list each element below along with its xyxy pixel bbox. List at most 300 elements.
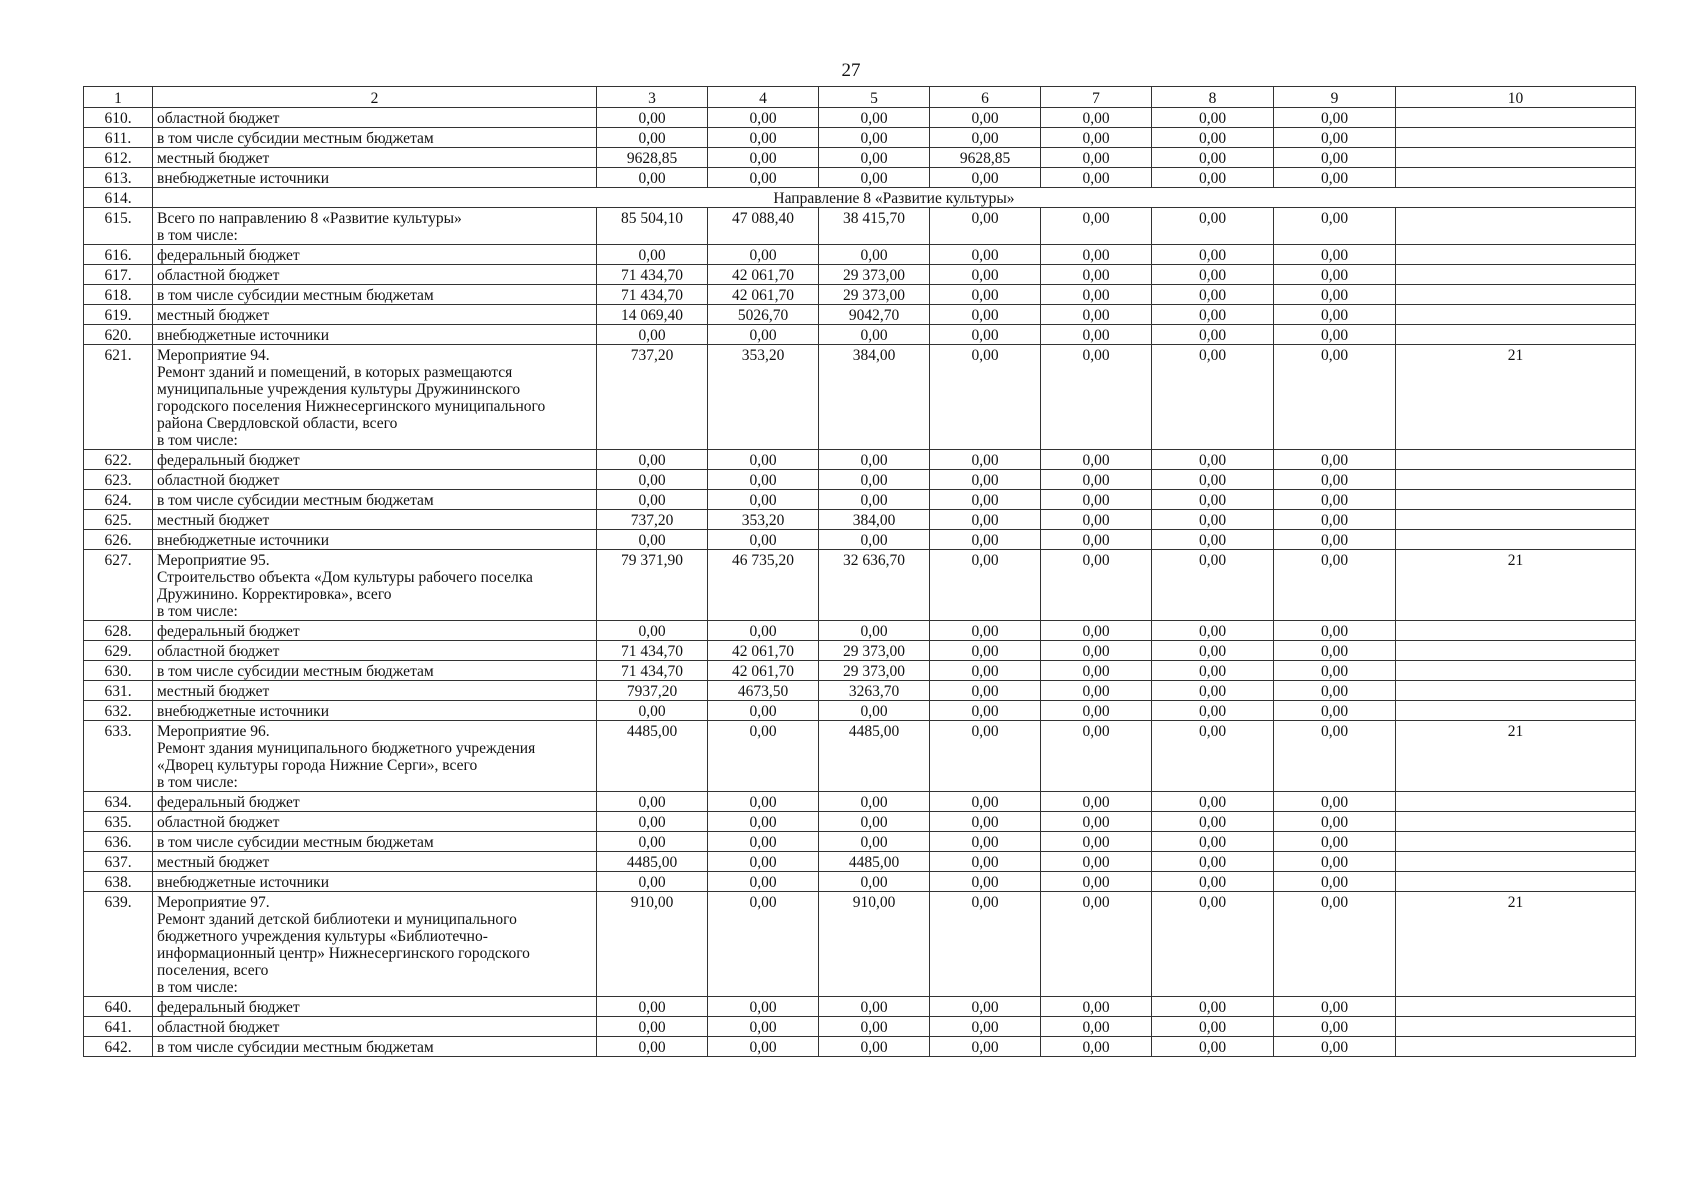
value-cell-col4: 0,00 [708, 245, 819, 265]
description-line: областной бюджет [157, 1019, 280, 1036]
description-line: федеральный бюджет [157, 452, 300, 469]
row-number: 636. [84, 832, 153, 852]
row-description [153, 872, 597, 892]
value-cell-col3: 9628,85 [597, 148, 708, 168]
row-description [153, 681, 597, 701]
value-cell-col7: 0,00 [1041, 812, 1152, 832]
row-number: 619. [84, 305, 153, 325]
value-cell-col7: 0,00 [1041, 1017, 1152, 1037]
value-cell-col8: 0,00 [1152, 812, 1274, 832]
value-cell-col9: 0,00 [1274, 812, 1396, 832]
row-description [153, 550, 597, 621]
value-cell-col6: 0,00 [930, 997, 1041, 1017]
description-line: бюджетного учреждения культуры «Библиотечно- [157, 928, 488, 945]
header-cell: 8 [1152, 87, 1274, 108]
value-cell-col8: 0,00 [1152, 208, 1274, 245]
value-cell-col9: 0,00 [1274, 1017, 1396, 1037]
row-number: 640. [84, 997, 153, 1017]
value-cell-col5: 0,00 [819, 997, 930, 1017]
value-cell-col8: 0,00 [1152, 108, 1274, 128]
description-line: внебюджетные источники [157, 532, 329, 549]
row-description [153, 701, 597, 721]
value-cell-col6: 0,00 [930, 661, 1041, 681]
value-cell-col3: 0,00 [597, 1037, 708, 1057]
value-cell-col4: 0,00 [708, 621, 819, 641]
table-row [84, 530, 1636, 550]
description-line: поселения, всего [157, 962, 269, 979]
value-cell-col6: 0,00 [930, 1017, 1041, 1037]
value-cell-col4: 0,00 [708, 108, 819, 128]
value-cell-col9: 0,00 [1274, 852, 1396, 872]
description-line: Ремонт здания муниципального бюджетного учреждения [157, 740, 536, 757]
value-cell-col8: 0,00 [1152, 325, 1274, 345]
row-description [153, 285, 597, 305]
value-cell-col7: 0,00 [1041, 128, 1152, 148]
header-cell: 2 [153, 87, 597, 108]
value-cell-col10 [1396, 852, 1636, 872]
description-line: областной бюджет [157, 643, 280, 660]
description-line: местный бюджет [157, 307, 270, 324]
table-body [84, 87, 1636, 1057]
value-cell-col4: 0,00 [708, 812, 819, 832]
value-cell-col3: 910,00 [597, 892, 708, 997]
value-cell-col5: 0,00 [819, 325, 930, 345]
value-cell-col4: 0,00 [708, 450, 819, 470]
row-description [153, 265, 597, 285]
table-row [84, 892, 1636, 997]
value-cell-col6: 0,00 [930, 721, 1041, 792]
row-description [153, 721, 597, 792]
description-line: «Дворец культуры города Нижние Серги», всего [157, 757, 478, 774]
description-line: в том числе: [157, 979, 238, 996]
value-cell-col8: 0,00 [1152, 245, 1274, 265]
value-cell-col9: 0,00 [1274, 490, 1396, 510]
table-row [84, 490, 1636, 510]
value-cell-col10 [1396, 245, 1636, 265]
row-number: 616. [84, 245, 153, 265]
value-cell-col9: 0,00 [1274, 872, 1396, 892]
value-cell-col5: 0,00 [819, 530, 930, 550]
value-cell-col5: 4485,00 [819, 721, 930, 792]
table-row [84, 832, 1636, 852]
row-description [153, 470, 597, 490]
value-cell-col7: 0,00 [1041, 621, 1152, 641]
value-cell-col8: 0,00 [1152, 997, 1274, 1017]
description-line: внебюджетные источники [157, 703, 329, 720]
row-description [153, 128, 597, 148]
row-description [153, 305, 597, 325]
value-cell-col4: 42 061,70 [708, 285, 819, 305]
value-cell-col8: 0,00 [1152, 872, 1274, 892]
value-cell-col9: 0,00 [1274, 792, 1396, 812]
value-cell-col3: 79 371,90 [597, 550, 708, 621]
value-cell-col3: 0,00 [597, 530, 708, 550]
row-description [153, 510, 597, 530]
value-cell-col3: 0,00 [597, 792, 708, 812]
value-cell-col9: 0,00 [1274, 168, 1396, 188]
value-cell-col10 [1396, 792, 1636, 812]
value-cell-col8: 0,00 [1152, 470, 1274, 490]
description-line: внебюджетные источники [157, 874, 329, 891]
row-description [153, 108, 597, 128]
value-cell-col8: 0,00 [1152, 305, 1274, 325]
value-cell-col6: 0,00 [930, 550, 1041, 621]
value-cell-col7: 0,00 [1041, 792, 1152, 812]
value-cell-col7: 0,00 [1041, 108, 1152, 128]
value-cell-col8: 0,00 [1152, 510, 1274, 530]
value-cell-col10 [1396, 265, 1636, 285]
row-number: 613. [84, 168, 153, 188]
value-cell-col10 [1396, 661, 1636, 681]
value-cell-col5: 384,00 [819, 510, 930, 530]
value-cell-col7: 0,00 [1041, 265, 1152, 285]
value-cell-col5: 4485,00 [819, 852, 930, 872]
description-line: в том числе субсидии местным бюджетам [157, 834, 434, 851]
row-number: 617. [84, 265, 153, 285]
value-cell-col9: 0,00 [1274, 148, 1396, 168]
row-description [153, 1037, 597, 1057]
description-line: в том числе: [157, 603, 238, 620]
value-cell-col9: 0,00 [1274, 681, 1396, 701]
description-line: внебюджетные источники [157, 327, 329, 344]
table-row [84, 510, 1636, 530]
value-cell-col8: 0,00 [1152, 285, 1274, 305]
description-line: внебюджетные источники [157, 170, 329, 187]
value-cell-col10 [1396, 832, 1636, 852]
row-number: 618. [84, 285, 153, 305]
description-line: областной бюджет [157, 110, 280, 127]
value-cell-col5: 0,00 [819, 812, 930, 832]
value-cell-col9: 0,00 [1274, 325, 1396, 345]
value-cell-col4: 0,00 [708, 832, 819, 852]
value-cell-col5: 0,00 [819, 1017, 930, 1037]
row-description [153, 1017, 597, 1037]
table-row [84, 168, 1636, 188]
table-row [84, 325, 1636, 345]
value-cell-col10 [1396, 621, 1636, 641]
value-cell-col4: 0,00 [708, 1037, 819, 1057]
value-cell-col7: 0,00 [1041, 510, 1152, 530]
value-cell-col5: 29 373,00 [819, 265, 930, 285]
value-cell-col5: 9042,70 [819, 305, 930, 325]
value-cell-col3: 0,00 [597, 832, 708, 852]
value-cell-col3: 0,00 [597, 470, 708, 490]
value-cell-col3: 0,00 [597, 490, 708, 510]
value-cell-col8: 0,00 [1152, 792, 1274, 812]
value-cell-col6: 0,00 [930, 325, 1041, 345]
section-row [84, 188, 1636, 208]
table-row [84, 245, 1636, 265]
value-cell-col4: 0,00 [708, 530, 819, 550]
value-cell-col7: 0,00 [1041, 470, 1152, 490]
value-cell-col5: 29 373,00 [819, 285, 930, 305]
header-cell: 6 [930, 87, 1041, 108]
value-cell-col4: 46 735,20 [708, 550, 819, 621]
description-line: Мероприятие 96. [157, 723, 270, 740]
value-cell-col6: 0,00 [930, 832, 1041, 852]
value-cell-col7: 0,00 [1041, 550, 1152, 621]
value-cell-col6: 0,00 [930, 345, 1041, 450]
value-cell-col5: 0,00 [819, 792, 930, 812]
value-cell-col10 [1396, 510, 1636, 530]
table-row [84, 550, 1636, 621]
table-row [84, 305, 1636, 325]
value-cell-col10 [1396, 1037, 1636, 1057]
description-line: федеральный бюджет [157, 794, 300, 811]
value-cell-col4: 0,00 [708, 872, 819, 892]
value-cell-col5: 29 373,00 [819, 641, 930, 661]
description-line: Мероприятие 97. [157, 894, 270, 911]
value-cell-col3: 0,00 [597, 621, 708, 641]
value-cell-col3: 4485,00 [597, 852, 708, 872]
value-cell-col3: 0,00 [597, 168, 708, 188]
table-row [84, 621, 1636, 641]
table-row [84, 108, 1636, 128]
value-cell-col8: 0,00 [1152, 641, 1274, 661]
value-cell-col7: 0,00 [1041, 285, 1152, 305]
value-cell-col6: 0,00 [930, 792, 1041, 812]
description-line: городского поселения Нижнесергинского муниципального [157, 398, 546, 415]
value-cell-col5: 0,00 [819, 245, 930, 265]
row-number: 627. [84, 550, 153, 621]
value-cell-col4: 0,00 [708, 490, 819, 510]
row-description [153, 490, 597, 510]
value-cell-col4: 0,00 [708, 701, 819, 721]
description-line: местный бюджет [157, 512, 270, 529]
row-description [153, 325, 597, 345]
value-cell-col10 [1396, 530, 1636, 550]
value-cell-col6: 0,00 [930, 701, 1041, 721]
value-cell-col7: 0,00 [1041, 832, 1152, 852]
value-cell-col10 [1396, 681, 1636, 701]
description-line: местный бюджет [157, 150, 270, 167]
value-cell-col10: 21 [1396, 345, 1636, 450]
description-line: района Свердловской области, всего [157, 415, 398, 432]
description-line: в том числе субсидии местным бюджетам [157, 130, 434, 147]
value-cell-col5: 0,00 [819, 450, 930, 470]
value-cell-col8: 0,00 [1152, 530, 1274, 550]
description-line: областной бюджет [157, 267, 280, 284]
table-row [84, 812, 1636, 832]
value-cell-col6: 0,00 [930, 510, 1041, 530]
value-cell-col9: 0,00 [1274, 550, 1396, 621]
value-cell-col3: 0,00 [597, 872, 708, 892]
value-cell-col10 [1396, 168, 1636, 188]
value-cell-col8: 0,00 [1152, 892, 1274, 997]
value-cell-col8: 0,00 [1152, 550, 1274, 621]
value-cell-col7: 0,00 [1041, 148, 1152, 168]
row-number: 633. [84, 721, 153, 792]
header-cell: 3 [597, 87, 708, 108]
value-cell-col9: 0,00 [1274, 285, 1396, 305]
value-cell-col5: 0,00 [819, 490, 930, 510]
value-cell-col4: 0,00 [708, 325, 819, 345]
value-cell-col3: 0,00 [597, 1017, 708, 1037]
value-cell-col7: 0,00 [1041, 530, 1152, 550]
header-row [84, 87, 1636, 108]
description-line: Ремонт зданий детской библиотеки и муниципального [157, 911, 517, 928]
value-cell-col6: 0,00 [930, 621, 1041, 641]
value-cell-col3: 0,00 [597, 812, 708, 832]
value-cell-col9: 0,00 [1274, 701, 1396, 721]
value-cell-col9: 0,00 [1274, 128, 1396, 148]
value-cell-col7: 0,00 [1041, 490, 1152, 510]
description-line: Дружинино. Корректировка», всего [157, 586, 392, 603]
row-number: 639. [84, 892, 153, 997]
row-number: 624. [84, 490, 153, 510]
row-description [153, 997, 597, 1017]
value-cell-col10 [1396, 1017, 1636, 1037]
value-cell-col8: 0,00 [1152, 128, 1274, 148]
value-cell-col8: 0,00 [1152, 1017, 1274, 1037]
value-cell-col5: 0,00 [819, 1037, 930, 1057]
value-cell-col9: 0,00 [1274, 1037, 1396, 1057]
value-cell-col4: 5026,70 [708, 305, 819, 325]
value-cell-col8: 0,00 [1152, 345, 1274, 450]
value-cell-col10 [1396, 490, 1636, 510]
row-number: 631. [84, 681, 153, 701]
row-number: 626. [84, 530, 153, 550]
value-cell-col4: 0,00 [708, 128, 819, 148]
value-cell-col3: 737,20 [597, 510, 708, 530]
row-number: 634. [84, 792, 153, 812]
value-cell-col5: 910,00 [819, 892, 930, 997]
row-description [153, 852, 597, 872]
row-description [153, 892, 597, 997]
row-number: 612. [84, 148, 153, 168]
table-row [84, 997, 1636, 1017]
value-cell-col4: 0,00 [708, 852, 819, 872]
value-cell-col6: 0,00 [930, 892, 1041, 997]
value-cell-col8: 0,00 [1152, 621, 1274, 641]
table-row [84, 470, 1636, 490]
value-cell-col5: 38 415,70 [819, 208, 930, 245]
table-row [84, 792, 1636, 812]
description-line: в том числе субсидии местным бюджетам [157, 1039, 434, 1056]
value-cell-col7: 0,00 [1041, 997, 1152, 1017]
row-description [153, 530, 597, 550]
row-description [153, 661, 597, 681]
value-cell-col4: 0,00 [708, 148, 819, 168]
description-line: Мероприятие 94. [157, 347, 270, 364]
value-cell-col4: 353,20 [708, 345, 819, 450]
value-cell-col9: 0,00 [1274, 208, 1396, 245]
row-number: 621. [84, 345, 153, 450]
value-cell-col3: 71 434,70 [597, 285, 708, 305]
value-cell-col6: 0,00 [930, 530, 1041, 550]
value-cell-col6: 0,00 [930, 450, 1041, 470]
value-cell-col7: 0,00 [1041, 661, 1152, 681]
value-cell-col7: 0,00 [1041, 872, 1152, 892]
value-cell-col7: 0,00 [1041, 1037, 1152, 1057]
row-number: 642. [84, 1037, 153, 1057]
row-number: 641. [84, 1017, 153, 1037]
value-cell-col6: 0,00 [930, 305, 1041, 325]
value-cell-col3: 7937,20 [597, 681, 708, 701]
row-number: 628. [84, 621, 153, 641]
value-cell-col7: 0,00 [1041, 681, 1152, 701]
value-cell-col3: 0,00 [597, 325, 708, 345]
value-cell-col4: 0,00 [708, 470, 819, 490]
value-cell-col5: 0,00 [819, 128, 930, 148]
table-row [84, 721, 1636, 792]
row-number: 622. [84, 450, 153, 470]
value-cell-col5: 0,00 [819, 621, 930, 641]
value-cell-col3: 14 069,40 [597, 305, 708, 325]
value-cell-col7: 0,00 [1041, 450, 1152, 470]
row-description [153, 641, 597, 661]
header-cell: 1 [84, 87, 153, 108]
header-cell: 7 [1041, 87, 1152, 108]
table-row [84, 852, 1636, 872]
value-cell-col3: 4485,00 [597, 721, 708, 792]
value-cell-col8: 0,00 [1152, 721, 1274, 792]
value-cell-col4: 353,20 [708, 510, 819, 530]
value-cell-col10: 21 [1396, 892, 1636, 997]
value-cell-col9: 0,00 [1274, 721, 1396, 792]
value-cell-col6: 0,00 [930, 128, 1041, 148]
value-cell-col4: 42 061,70 [708, 641, 819, 661]
value-cell-col6: 0,00 [930, 1037, 1041, 1057]
section-title: Направление 8 «Развитие культуры» [153, 188, 1636, 208]
table-row [84, 345, 1636, 450]
value-cell-col5: 0,00 [819, 108, 930, 128]
value-cell-col4: 0,00 [708, 792, 819, 812]
table-row [84, 450, 1636, 470]
value-cell-col7: 0,00 [1041, 852, 1152, 872]
value-cell-col9: 0,00 [1274, 510, 1396, 530]
value-cell-col6: 0,00 [930, 470, 1041, 490]
value-cell-col9: 0,00 [1274, 345, 1396, 450]
table-row [84, 148, 1636, 168]
value-cell-col10: 21 [1396, 721, 1636, 792]
value-cell-col6: 0,00 [930, 208, 1041, 245]
value-cell-col7: 0,00 [1041, 245, 1152, 265]
description-line: Всего по направлению 8 «Развитие культуры» [157, 210, 462, 227]
value-cell-col7: 0,00 [1041, 208, 1152, 245]
value-cell-col5: 29 373,00 [819, 661, 930, 681]
row-description [153, 208, 597, 245]
value-cell-col3: 0,00 [597, 701, 708, 721]
row-description [153, 832, 597, 852]
description-line: Строительство объекта «Дом культуры рабочего поселка [157, 569, 533, 586]
value-cell-col7: 0,00 [1041, 641, 1152, 661]
value-cell-col10: 21 [1396, 550, 1636, 621]
value-cell-col6: 0,00 [930, 681, 1041, 701]
row-description [153, 450, 597, 470]
row-description [153, 345, 597, 450]
value-cell-col3: 71 434,70 [597, 641, 708, 661]
value-cell-col8: 0,00 [1152, 1037, 1274, 1057]
row-number: 614. [84, 188, 153, 208]
value-cell-col9: 0,00 [1274, 108, 1396, 128]
value-cell-col7: 0,00 [1041, 892, 1152, 997]
value-cell-col8: 0,00 [1152, 701, 1274, 721]
value-cell-col8: 0,00 [1152, 661, 1274, 681]
row-number: 615. [84, 208, 153, 245]
value-cell-col10 [1396, 872, 1636, 892]
value-cell-col9: 0,00 [1274, 621, 1396, 641]
description-line: федеральный бюджет [157, 999, 300, 1016]
value-cell-col5: 0,00 [819, 872, 930, 892]
row-number: 625. [84, 510, 153, 530]
value-cell-col10 [1396, 148, 1636, 168]
page-number: 27 [841, 60, 861, 81]
description-line: федеральный бюджет [157, 247, 300, 264]
description-line: муниципальные учреждения культуры Дружининского [157, 381, 521, 398]
row-description [153, 245, 597, 265]
row-number: 610. [84, 108, 153, 128]
